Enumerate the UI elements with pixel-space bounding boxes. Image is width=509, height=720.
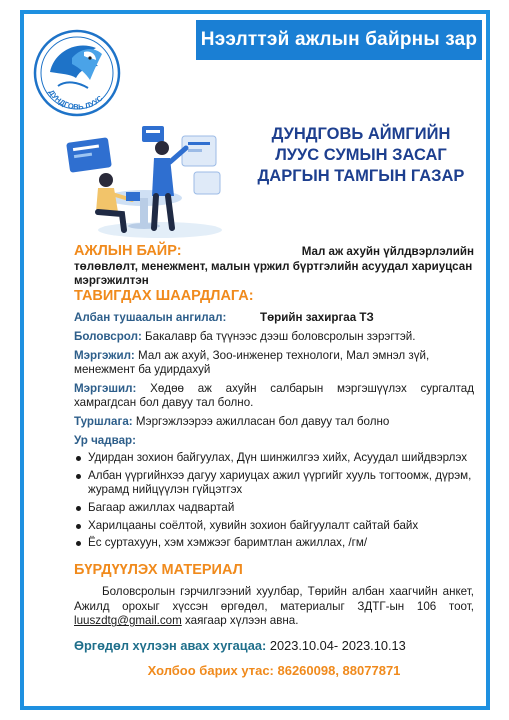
qualification-requirement (74, 382, 474, 411)
email-link[interactable]: luuszdtg@gmail.com (74, 614, 182, 628)
list-item: Харилцааны соёлтой, хувийн зохион байгуулалт сайтай байх (74, 519, 474, 534)
job-title-continuation: төлөвлөлт, менежмент, малын үржил бүртгэлийн асуудал хариуцсан мэргэжилтэн (74, 259, 473, 288)
list-item: Багаар ажиллах чадвартай (74, 501, 474, 516)
education-value: Бакалавр ба түүнээс дээш боловсролын зэрэгтэй. (145, 329, 416, 343)
logo (32, 28, 122, 118)
position-rank (74, 311, 474, 326)
job-label: АЖЛЫН БАЙР: (74, 243, 182, 259)
banner-title: Нээлттэй ажлын байрны зар (200, 29, 478, 50)
rank-value: Төрийн захиргаа ТЗ (260, 311, 374, 325)
qualification-value: Хөдөө аж ахуйн салбарын мэргэшүүлэх сургалтад хамрагдсан бол давуу тал болно. (74, 381, 474, 410)
abilities-label: Ур чадвар: (74, 433, 136, 447)
requirements-heading: ТАВИГДАХ ШААРДЛАГА: (74, 287, 254, 304)
list-item: Удирдан зохион байгуулах, Дүн шинжилгээ хийх, Асуудал шийдвэрлэх (74, 451, 474, 466)
abilities-list (74, 451, 474, 551)
job-position-heading (74, 244, 474, 260)
education-requirement (74, 330, 474, 345)
list-item: Ёс суртахуун, хэм хэмжээг баримтлан ажиллах, /гм/ (74, 536, 474, 551)
materials-text-end: хаягаар хүлээн авна. (181, 614, 299, 628)
meeting-illustration-icon (62, 118, 227, 243)
rank-label: Албан тушаалын ангилал: (74, 311, 227, 325)
contact-phone: Холбоо барих утас: 86260098, 88077871 (147, 662, 401, 678)
education-label: Боловсрол: (74, 329, 142, 343)
list-item: Албан үүргийнхээ дагуу хариуцах ажил үүргийг хууль тогтоомж, дүрэм, журамд нийцүүлэн гүйцэтгэх (74, 469, 474, 498)
materials-text: Боловсролын гэрчилгээний хуулбар, Төрийн албан хаагчийн анкет, Ажилд орохыг хүссэн өргөдөл, материалыг ЗДТГ-ын 106 тоот, (74, 585, 474, 613)
org-title-line: ЛУУС СУМЫН ЗАСАГ (275, 146, 447, 164)
experience-requirement (74, 415, 474, 430)
org-title-line: ДАРГЫН ТАМГЫН ГАЗАР (257, 167, 465, 185)
logo-emblem-icon (32, 28, 122, 118)
job-title-start: Мал аж ахуйн үйлдвэрлэлийн (301, 245, 474, 258)
office-illustration (62, 118, 227, 243)
announcement-banner (196, 20, 482, 60)
logo-caption: ДУНДГОВЬ ЛУУС (46, 87, 105, 112)
deadline-label: Өргөдөл хүлээн авах хугацаа: (74, 638, 267, 654)
experience-label: Туршлага: (74, 414, 133, 428)
materials-heading: БҮРДҮҮЛЭХ МАТЕРИАЛ (74, 561, 243, 578)
org-title-line: ДУНДГОВЬ АЙМГИЙН (271, 125, 451, 143)
experience-value: Мэргэжлээрээ ажилласан бол давуу тал болно (135, 414, 390, 428)
abilities-section (74, 434, 474, 551)
application-deadline (74, 639, 474, 654)
deadline-value: 2023.10.04- 2023.10.13 (266, 638, 406, 654)
materials-description (74, 585, 474, 629)
job-details (74, 244, 474, 678)
profession-label: Мэргэжил: (74, 348, 135, 362)
profession-value: Мал аж ахуй, Зоо-инженер технологи, Мал эмнэл зүй, менежмент ба удирдахуй (74, 348, 430, 377)
organization-title (238, 124, 484, 187)
qualification-label: Мэргэшил: (74, 381, 137, 395)
profession-requirement (74, 349, 474, 378)
